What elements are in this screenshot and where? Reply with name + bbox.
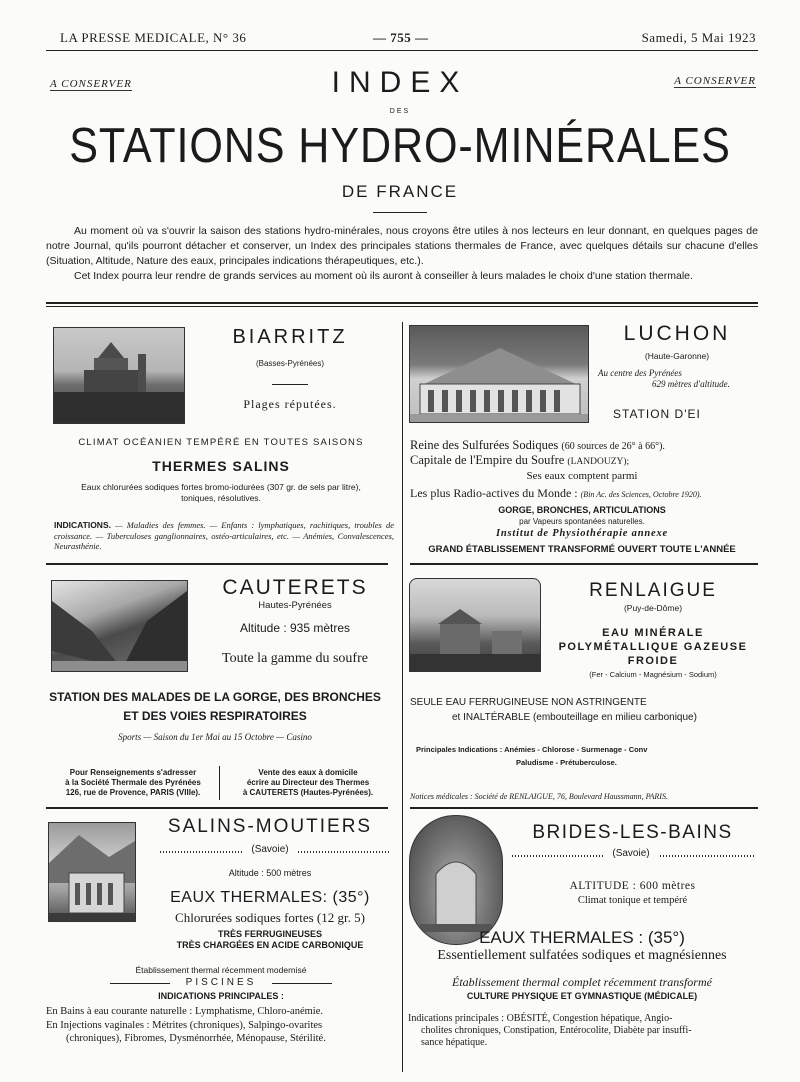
- luchon-institut: Institut de Physiothérapie annexe: [496, 528, 668, 539]
- renlaigue-region: (Puy-de-Dôme): [623, 603, 683, 613]
- salins-bains: En Bains à eau courante naturelle : Lymphatisme, Chloro-anémie.: [46, 1006, 323, 1017]
- luchon-location-2: 629 mètres d'altitude.: [652, 379, 730, 389]
- cauterets-name: CAUTERETS: [222, 576, 368, 599]
- brides-name: BRIDES-LES-BAINS: [532, 822, 733, 843]
- cauterets-gamme: Toute la gamme du soufre: [222, 651, 368, 666]
- brides-dots-left: [512, 855, 604, 857]
- salins-dots-right: [298, 851, 390, 853]
- cauterets-station-1: STATION DES MALADES DE LA GORGE, DES BRONCHES: [49, 690, 381, 704]
- luchon-line-2b: (LANDOUZY);: [567, 457, 630, 467]
- salins-injections-1: En Injections vaginales : Métrites (chroniques), Salpingo-ovarites: [46, 1020, 323, 1031]
- biarritz-photo: [53, 327, 185, 424]
- brides-essentiellement: Essentiellement sulfatées sodiques et magnésiennes: [437, 948, 727, 963]
- salins-altitude: Altitude : 500 mètres: [228, 868, 312, 878]
- cauterets-vente-2: écrire au Directeur des Thermes: [246, 778, 370, 787]
- cauterets-photo: [51, 580, 188, 672]
- page-number: — 755 —: [373, 30, 429, 45]
- renlaigue-indications-2: Paludisme - Prétuberculose.: [516, 758, 617, 767]
- cauterets-vente: [222, 768, 394, 798]
- brides-climat: Climat tonique et tempéré: [577, 895, 688, 906]
- renlaigue-eau-1: EAU MINÉRALE: [602, 627, 704, 639]
- luchon-location-1: Au centre des Pyrénées: [598, 368, 682, 378]
- luchon-name: LUCHON: [623, 322, 731, 345]
- brides-indications-3: sance hépatique.: [421, 1037, 488, 1048]
- biarritz-region: (Basses-Pyrénées): [255, 359, 325, 368]
- header-rule: [46, 50, 758, 51]
- salins-chlorurees: Chlorurées sodiques fortes (12 gr. 5): [175, 910, 365, 925]
- biarritz-eaux-1: Eaux chlorurées sodiques fortes bromo-iodurées (307 gr. de sels par litre),: [81, 482, 361, 492]
- brides-indications-1: Indications principales : OBÉSITÉ, Congestion hépatique, Angio-: [408, 1013, 673, 1024]
- cauterets-vente-1: Vente des eaux à domicile: [258, 768, 358, 777]
- intro-paragraph-2: Cet Index pourra leur rendre de grands services au moment où ils auront à conseiller à leurs malades le choix d'une station thermale.: [74, 270, 693, 282]
- luchon-photo: [409, 325, 589, 423]
- biarritz-tag: Plages réputées.: [243, 397, 337, 411]
- cauterets-divider: [219, 766, 220, 800]
- biarritz-indications: [54, 520, 394, 552]
- luchon-line-4b: (Bin Ac. des Sciences, Octobre 1920).: [580, 490, 702, 499]
- luchon-line-2: [410, 453, 629, 468]
- biarritz-indications-text: — Maladies des femmes. — Enfants : lymphatiques, rachitiques, troubles de croissance. — Tuberculoses ganglionnaires, ostéo-articulaires, etc. — Anémies, Convalescences, Neurasthénie.: [54, 520, 394, 551]
- salins-piscines: PISCINES: [185, 977, 257, 988]
- biarritz-ornament: [272, 384, 308, 385]
- des-label: DES: [389, 108, 411, 115]
- salins-photo: [48, 822, 136, 922]
- intro-paragraph-1: Au moment où va s'ouvrir la saison des stations hydro-minérales, nous croyons être utiles à nos lecteurs en leur donnant, en quelques pages de notre Journal, qu'ils pourront détacher et conserver, un Index des principales stations thermales de France, avec quelques détails sur chacune d'elles (Situation, Altitude, Nature des eaux, principales indications thérapeutiques, etc.).: [46, 225, 758, 267]
- salins-region: (Savoie): [251, 844, 289, 855]
- renlaigue-photo: [409, 578, 541, 672]
- luchon-line-2a: Capitale de l'Empire du Soufre: [410, 453, 565, 467]
- journal-title: LA PRESSE MEDICALE, N° 36: [60, 30, 247, 45]
- cauterets-rens-1: Pour Renseignements s'adresser: [69, 768, 197, 777]
- renlaigue-eau-2: POLYMÉTALLIQUE GAZEUSE: [558, 641, 748, 653]
- brides-etablissement: Établissement thermal complet récemment transformé: [452, 975, 712, 989]
- salins-injections-2: (chroniques), Fibromes, Dysménorrhée, Ménopause, Stérilité.: [66, 1033, 326, 1044]
- cauterets-station-2: ET DES VOIES RESPIRATOIRES: [123, 709, 307, 723]
- biarritz-name: BIARRITZ: [232, 326, 348, 348]
- cauterets-renseignements: [50, 768, 216, 798]
- biarritz-thermes: THERMES SALINS: [152, 458, 290, 474]
- biarritz-climate: CLIMAT OCÉANIEN TEMPÉRÉ EN TOUTES SAISONS: [78, 437, 364, 448]
- row-rule-right-2: [410, 807, 758, 809]
- intro: [46, 224, 758, 284]
- renlaigue-seule-1: SEULE EAU FERRUGINEUSE NON ASTRINGENTE: [410, 697, 647, 708]
- cauterets-rens-2: à la Société Thermale des Pyrénées: [65, 778, 201, 787]
- cauterets-altitude: Altitude : 935 mètres: [239, 621, 351, 635]
- biarritz-indications-label: INDICATIONS.: [54, 520, 111, 530]
- renlaigue-eau-3: FROIDE: [627, 655, 679, 667]
- renlaigue-indications-1: Principales Indications : Anémies - Chlorose - Surmenage - Conv: [416, 745, 648, 754]
- conserver-left: A CONSERVER: [50, 78, 132, 90]
- luchon-station: STATION D'EI: [613, 407, 701, 421]
- brides-eaux: EAUX THERMALES : (35°): [479, 928, 685, 947]
- brides-region: (Savoie): [612, 848, 650, 859]
- brides-indications-2: cholites chroniques, Constipation, Entérocolite, Diabète par insuffi-: [421, 1025, 692, 1036]
- row-rule-left-1: [46, 563, 388, 565]
- row-rule-right-1: [410, 563, 758, 565]
- index-title: INDEX: [331, 66, 469, 99]
- cauterets-sports: Sports — Saison du 1er Mai au 15 Octobre — Casino: [118, 732, 312, 742]
- salins-eaux: EAUX THERMALES: (35°): [170, 889, 370, 906]
- brides-photo: [409, 815, 503, 945]
- luchon-region: (Haute-Garonne): [644, 351, 710, 361]
- luchon-line-1a: Reine des Sulfurées Sodiques: [410, 438, 559, 452]
- renlaigue-notices: Notices médicales : Société de RENLAIGUE, 76, Boulevard Haussmann, PARIS.: [410, 792, 668, 801]
- luchon-line-3: Ses eaux comptent parmi: [526, 470, 638, 482]
- luchon-line-1b: (60 sources de 26° à 66°).: [561, 441, 665, 452]
- brides-culture: CULTURE PHYSIQUE ET GYMNASTIQUE (MÉDICALE): [466, 991, 698, 1001]
- luchon-line-1: [410, 438, 665, 453]
- conserver-right: A CONSERVER: [674, 75, 756, 87]
- title-ornament: [373, 212, 427, 213]
- salins-etablissement: Établissement thermal récemment modernisé: [135, 965, 307, 975]
- luchon-gorge: GORGE, BRONCHES, ARTICULATIONS: [498, 505, 666, 515]
- renlaigue-composition: (Fer - Calcium - Magnésium - Sodium): [589, 670, 717, 679]
- renlaigue-name: RENLAIGUE: [589, 580, 717, 601]
- cauterets-region: Hautes-Pyrénées: [258, 600, 332, 611]
- luchon-grand: GRAND ÉTABLISSEMENT TRANSFORMÉ OUVERT TOUTE L'ANNÉE: [428, 544, 736, 555]
- section-rule-top-2: [46, 306, 758, 307]
- cauterets-vente-3: à CAUTERETS (Hautes-Pyrénées).: [242, 788, 374, 797]
- issue-date: Samedi, 5 Mai 1923: [641, 30, 756, 45]
- brides-altitude: ALTITUDE : 600 mètres: [569, 880, 696, 892]
- luchon-vapeurs: par Vapeurs spontanées naturelles.: [519, 517, 645, 526]
- section-rule-top: [46, 302, 758, 304]
- brides-dots-right: [660, 855, 755, 857]
- column-divider: [402, 322, 403, 1072]
- subtitle: DE FRANCE: [341, 182, 459, 201]
- luchon-line-4a: Les plus Radio-actives du Monde :: [410, 486, 578, 500]
- salins-name: SALINS-MOUTIERS: [167, 816, 373, 837]
- salins-piscines-rule-right: [272, 983, 332, 984]
- salins-dots-left: [160, 851, 242, 853]
- main-title: STATIONS HYDRO-MINÉRALES: [69, 119, 731, 173]
- row-rule-left-2: [46, 807, 388, 809]
- biarritz-eaux-2: toniques, résolutives.: [181, 493, 261, 503]
- salins-indications-title: INDICATIONS PRINCIPALES :: [158, 991, 284, 1001]
- salins-ferrugineuses: TRÈS FERRUGINEUSES: [217, 929, 322, 939]
- cauterets-rens-3: 126, rue de Provence, PARIS (VIIIe).: [65, 788, 201, 797]
- renlaigue-seule-2: et INALTÉRABLE (embouteillage en milieu carbonique): [452, 712, 697, 723]
- salins-carbonique: TRÈS CHARGÉES EN ACIDE CARBONIQUE: [176, 940, 364, 950]
- luchon-line-4: [410, 486, 702, 501]
